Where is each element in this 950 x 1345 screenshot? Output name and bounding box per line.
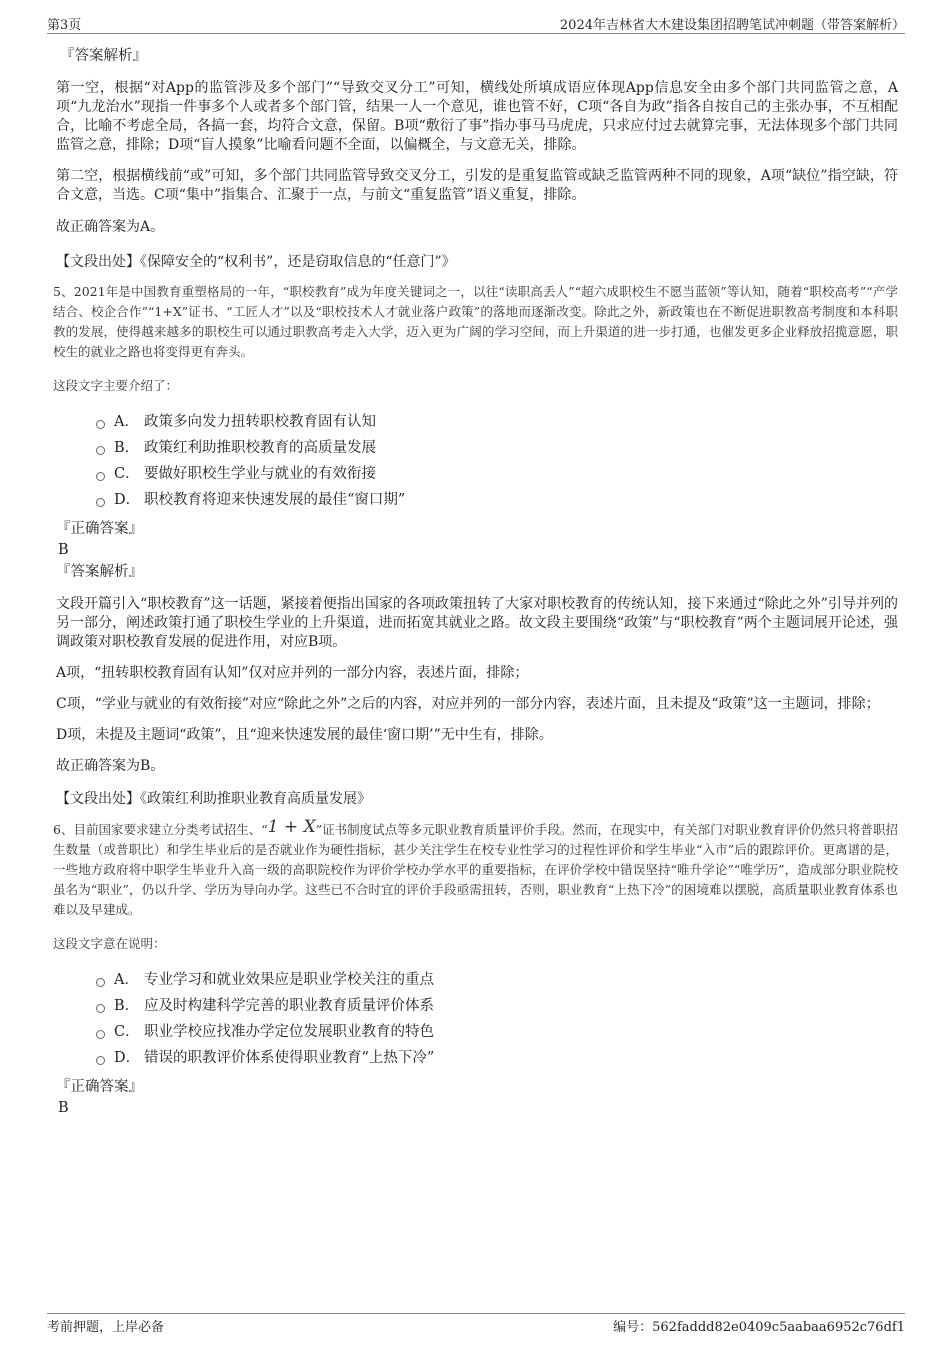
question-prompt: 这段文字意在说明： [53, 936, 166, 951]
analysis-paragraph: D项，未提及主题词“政策”，且“迎来快速发展的最佳‘窗口期’”无中生有，排除。 [56, 727, 553, 743]
analysis-paragraph: A项，“扭转职校教育固有认知”仅对应并列的一部分内容，表述片面，排除； [56, 665, 529, 681]
conclusion: 故正确答案为B。 [56, 758, 165, 774]
question-passage: 6、目前国家要求建立分类考试招生、“1 + X”证书制度试点等多元职业教育质量评价手段。然而，在现实中，有关部门对职业教育评价仍然只将普职招生数量（或普职比）和学生毕业后的是否就业作为硬性指标，甚少关注学生在校专业性学习的过程性评价和学生毕业“入市”后的跟踪评价。更离谱的是，一些地方政府将中职学生毕业升入高一级的高职院校作为评价学校办学水平的重要指标，在评价学校中错误坚持“唯升学论”“唯学历”，造成部分职业院校虽名为“职业”，仍以升学、学历为导向办学。这些已不合时宜的评价手段亟需扭转，否则，职业教育“上热下冷”的困境难以摆脱，高质量职业教育体系也难以及早建成。 [53, 817, 898, 917]
radio-icon[interactable] [96, 498, 105, 507]
analysis-label: 『答案解析』 [60, 48, 147, 64]
page-header [47, 14, 905, 34]
option-d[interactable]: D． 职校教育将迎来快速发展的最佳“窗口期” [96, 487, 898, 513]
correct-answer: B [58, 1100, 69, 1116]
page-footer [47, 1313, 905, 1335]
source-citation: 【文段出处】《政策红利助推职业教育高质量发展》 [56, 791, 371, 807]
option-d[interactable]: D． 错误的职教评价体系使得职业教育“上热下冷” [96, 1045, 898, 1071]
conclusion: 故正确答案为A。 [56, 219, 165, 235]
radio-icon[interactable] [96, 1056, 105, 1065]
option-a[interactable]: A． 专业学习和就业效果应是职业学校关注的重点 [96, 967, 898, 993]
option-b[interactable]: B． 政策红利助推职校教育的高质量发展 [96, 435, 898, 461]
document-id: 编号：562faddd82e0409c5aabaa6952c76df1 [613, 1320, 905, 1335]
analysis-paragraph: 第一空，根据“对App的监管涉及多个部门”“导致交叉分工”可知，横线处所填成语应体现App信息安全由多个部门共同监管之意，A项“九龙治水”现指一件事多个人或者多个部门管，结果一人一个意见，谁也管不好，C项“各自为政”指各自按自己的主张办事，不互相配合，比喻不考虑全局，各搞一套，均符合文意，保留。B项“敷衍了事”指办事马马虎虎，只求应付过去就算完事，无法体现多个部门共同监管之意，排除；D项“盲人摸象”比喻看问题不全面，以偏概全，与文意无关，排除。 [56, 80, 898, 153]
page-content [53, 46, 898, 1118]
option-c[interactable]: C． 要做好职校生学业与就业的有效衔接 [96, 461, 898, 487]
analysis-label: 『答案解析』 [56, 564, 143, 580]
radio-icon[interactable] [96, 978, 105, 987]
question-prompt: 这段文字主要介绍了： [53, 378, 179, 393]
radio-icon[interactable] [96, 420, 105, 429]
analysis-paragraph: 文段开篇引入“职校教育”这一话题，紧接着便指出国家的各项政策扭转了大家对职校教育的传统认知，接下来通过“除此之外”引导并列的另一部分，阐述政策打通了职校生学业的上升渠道，进而拓宽其就业之路。故文段主要围绕“政策”与“职校教育”两个主题词展开论述，强调政策对职校教育发展的促进作用，对应B项。 [56, 596, 898, 650]
options-list [96, 967, 898, 1071]
correct-answer: B [58, 542, 69, 558]
correct-answer-label: 『正确答案』 [56, 521, 143, 537]
option-a[interactable]: A． 政策多向发力扭转职校教育固有认知 [96, 409, 898, 435]
correct-answer-label: 『正确答案』 [56, 1079, 143, 1095]
page-number: 第3页 [47, 18, 82, 33]
radio-icon[interactable] [96, 1004, 105, 1013]
footer-slogan: 考前押题，上岸必备 [47, 1320, 165, 1335]
options-list [96, 409, 898, 513]
formula: 1 + X [267, 817, 316, 837]
analysis-paragraph: C项，“学业与就业的有效衔接”对应“除此之外”之后的内容，对应并列的一部分内容，表述片面，且未提及“政策”这一主题词，排除； [56, 696, 880, 712]
radio-icon[interactable] [96, 472, 105, 481]
question-passage: 5、2021年是中国教育重塑格局的一年，“职校教育”成为年度关键词之一，以往“读职高丢人”“超六成职校生不愿当蓝领”等认知，随着“职校高考”“产学结合、校企合作”“1+X”证书、“工匠人才”以及“职校技术人才就业落户政策”的落地而逐渐改变。除此之外，新政策也在不断促进职教高考制度和本科职教的发展，使得越来越多的职校生可以通过职教高考走入大学，迈入更为广阔的学习空间，而上升渠道的进一步打通，也催发更多企业释放招揽意愿，职校生的就业之路也将变得更有奔头。 [53, 284, 898, 359]
option-c[interactable]: C． 职业学校应找准办学定位发展职业教育的特色 [96, 1019, 898, 1045]
source-citation: 【文段出处】《保障安全的“权利书”，还是窃取信息的“任意门”》 [56, 254, 456, 270]
radio-icon[interactable] [96, 1030, 105, 1039]
document-title: 2024年吉林省大木建设集团招聘笔试冲刺题（带答案解析） [559, 18, 905, 33]
option-b[interactable]: B． 应及时构建科学完善的职业教育质量评价体系 [96, 993, 898, 1019]
radio-icon[interactable] [96, 446, 105, 455]
analysis-paragraph: 第二空，根据横线前“或”可知，多个部门共同监管导致交叉分工，引发的是重复监管或缺乏监管两种不同的现象，A项“缺位”指空缺，符合文意，当选。C项“集中”指集合、汇聚于一点，与前文“重复监管”语义重复，排除。 [56, 168, 898, 203]
